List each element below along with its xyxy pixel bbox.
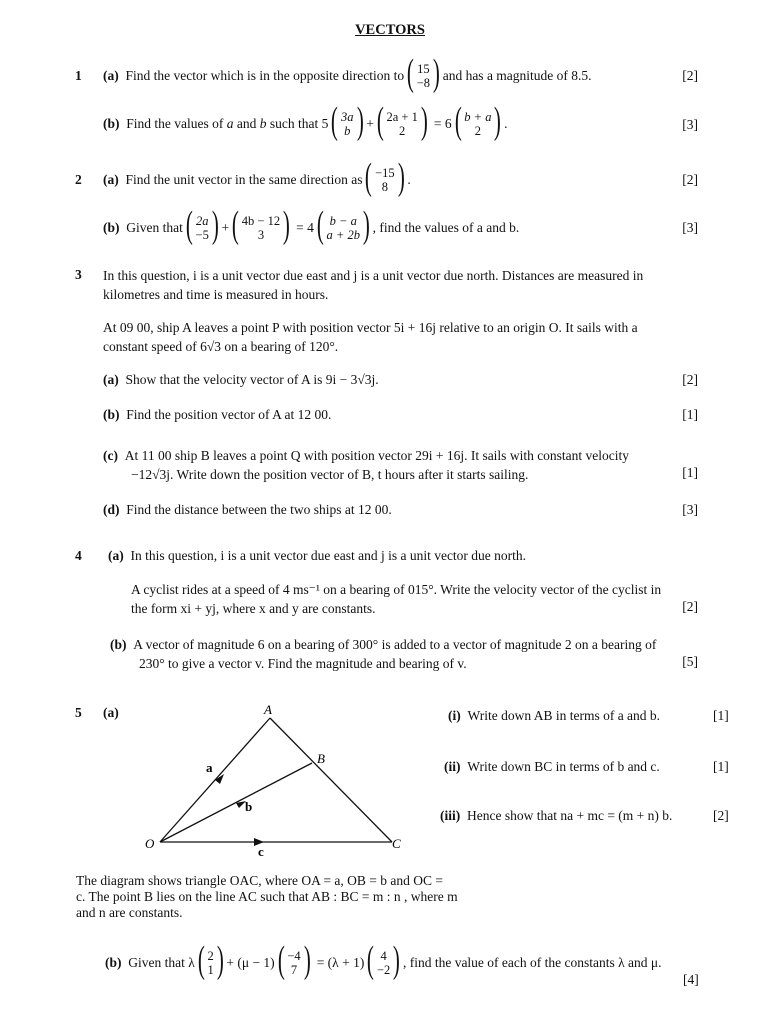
question-number-5: 5: [75, 705, 82, 720]
q2b-vector-3: ( b − a a + 2b ): [316, 204, 370, 246]
vertex-B: B: [317, 751, 325, 766]
side-AC: [270, 718, 392, 842]
q1a-marks: [2]: [682, 68, 698, 83]
side-OB: [160, 763, 312, 842]
q3c-marks: [1]: [682, 465, 698, 480]
q2b: (b) Given that ( 2a −5 ) + ( 4b − 12 3 ) = 4 ( b − a a + 2b ) , find the values of a and b.: [103, 204, 520, 246]
q5b-marks: [4]: [683, 972, 699, 987]
q3d-marks: [3]: [682, 502, 698, 517]
question-number-1: 1: [75, 68, 82, 83]
q2b-vector-1: ( 2a −5 ): [185, 204, 219, 246]
label-c: c: [258, 844, 264, 859]
q3a-marks: [2]: [682, 372, 698, 387]
q2a-marks: [2]: [682, 172, 698, 187]
page-title: VECTORS: [355, 22, 425, 38]
q4b: (b) A vector of magnitude 6 on a bearing of 300° is added to a vector of magnitude 2 on a bearing of 230° to give a vector v. Find the magnitude and bearing of v.: [110, 637, 657, 671]
q5a-ii-marks: [1]: [713, 759, 729, 774]
q1b-vector-1: ( 3a b ): [331, 100, 364, 142]
q5-diagram-description: The diagram shows triangle OAC, where OA = a, OB = b and OC = c. The point B lies on the line AC such that AB : BC = m : n , where m and n are constants.: [76, 873, 458, 920]
q1a-vector: ( 15 −8 ): [406, 52, 440, 94]
q2b-text: Given that: [126, 220, 183, 235]
q5b-vector-3: ( 4 −2 ): [367, 939, 401, 981]
q1b-marks: [3]: [682, 117, 698, 132]
q3-paragraph: At 09 00, ship A leaves a point P with position vector 5i + 16j relative to an origin O. It sails with a constant speed of 6√3 on a bearing of 120°.: [103, 320, 638, 354]
q1b-vector-3: ( b + a 2 ): [454, 100, 502, 142]
q5a-iii: (iii) Hence show that na + mc = (m + n) b.: [440, 808, 673, 823]
q1b-vector-2: ( 2a + 1 2 ): [376, 100, 428, 142]
q1a-text-post: and has a magnitude of 8.5.: [442, 68, 592, 83]
q3a: (a) Show that the velocity vector of A is 9i − 3√3j.: [103, 372, 379, 387]
q5a-i: (i) Write down AB in terms of a and b.: [448, 708, 661, 723]
label-b: b: [245, 799, 253, 814]
q2a-label: (a): [103, 172, 119, 187]
q1b-text: Find the values of: [126, 116, 224, 131]
vertex-O: O: [145, 836, 155, 851]
q2a-vector: ( −15 8 ): [365, 156, 405, 198]
q5b: (b) Given that λ ( 2 1 ) + (μ − 1) ( −4 7 ) = (λ + 1) ( 4 −2 ) , find the value of each of the constants λ and μ.: [105, 939, 662, 981]
q1b-label: (b): [103, 116, 120, 131]
q2a-text: Find the unit vector in the same direction as: [125, 172, 363, 187]
q5a-iii-marks: [2]: [713, 808, 729, 823]
q5a-label: (a): [103, 705, 119, 720]
q1b: (b) Find the values of a and b such that 5 ( 3a b ) + ( 2a + 1 2 ) = 6 ( b + a 2 ) .: [103, 100, 508, 142]
q5b-vector-1: ( 2 1 ): [197, 939, 224, 981]
q3b-marks: [1]: [682, 407, 698, 422]
q1a-label: (a): [103, 68, 119, 83]
q2a: (a) Find the unit vector in the same direction as ( −15 8 ) .: [103, 156, 411, 198]
label-a: a: [206, 760, 213, 775]
q3b: (b) Find the position vector of A at 12 00.: [103, 407, 332, 422]
vertex-A: A: [264, 702, 272, 717]
q4a-intro: (a) In this question, i is a unit vector due east and j is a unit vector due north.: [108, 548, 527, 563]
q4b-marks: [5]: [682, 654, 698, 669]
q3d: (d) Find the distance between the two ships at 12 00.: [103, 502, 392, 517]
question-number-4: 4: [75, 548, 82, 563]
triangle-diagram: [140, 700, 410, 860]
question-number-2: 2: [75, 172, 82, 187]
q4a-paragraph: A cyclist rides at a speed of 4 ms⁻¹ on a bearing of 015°. Write the velocity vector of the cyclist in the form xi + yj, where x and y are constants.: [131, 582, 662, 616]
q3-intro: In this question, i is a unit vector due east and j is a unit vector due north. Distances are measured in kilometres and time is measured in hours.: [103, 268, 644, 302]
q1a: [103, 52, 592, 94]
q2b-label: (b): [103, 220, 120, 235]
q1a-text-pre: Find the vector which is in the opposite direction to: [125, 68, 405, 83]
q2b-marks: [3]: [682, 220, 698, 235]
vertex-C: C: [392, 836, 401, 851]
q2b-vector-2: ( 4b − 12 3 ): [231, 204, 290, 246]
q4a-marks: [2]: [682, 599, 698, 614]
q5a-i-marks: [1]: [713, 708, 729, 723]
q5a-ii: (ii) Write down BC in terms of b and c.: [444, 759, 660, 774]
q5b-vector-2: ( −4 7 ): [277, 939, 311, 981]
q3c: (c) At 11 00 ship B leaves a point Q with position vector 29i + 16j. It sails with constant velocity −12√3j. Write down the position vector of B, t hours after it starts sailing.: [103, 448, 630, 482]
question-number-3: 3: [75, 267, 82, 282]
